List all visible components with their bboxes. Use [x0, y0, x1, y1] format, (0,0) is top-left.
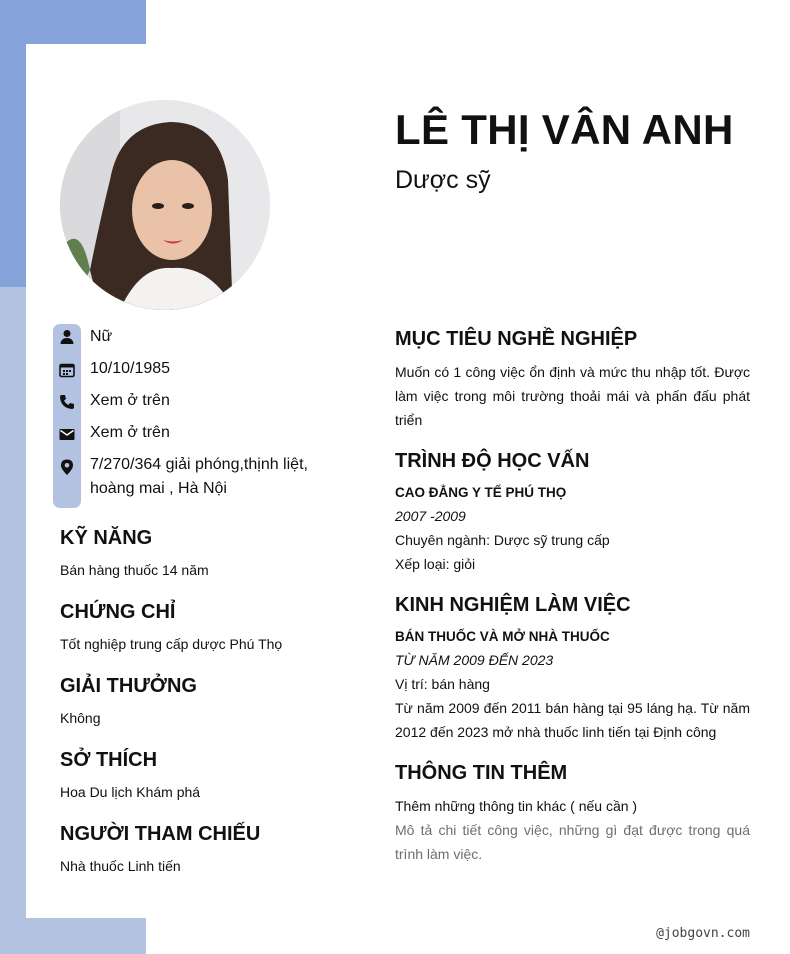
additional-heading: THÔNG TIN THÊM — [395, 762, 568, 784]
education-school: CAO ĐẲNG Y TẾ PHÚ THỌ — [395, 485, 567, 500]
contact-icon-rail — [53, 324, 81, 508]
candidate-name: LÊ THỊ VÂN ANH — [395, 106, 734, 153]
experience-description: Từ năm 2009 đến 2011 bán hàng tại 95 láng hạ. Từ năm 2012 đến 2023 mở nhà thuốc linh tiến tại Định công — [395, 700, 750, 740]
skills-text: Bán hàng thuốc 14 năm — [60, 562, 209, 578]
awards-text: Không — [60, 710, 101, 726]
email-icon — [58, 425, 76, 443]
experience-company: BÁN THUỐC VÀ MỞ NHÀ THUỐC — [395, 629, 610, 644]
contact-address: 7/270/364 giải phóng,thịnh liệt, hoàng mai , Hà Nội — [90, 456, 308, 497]
hobbies-text: Hoa Du lịch Khám phá — [60, 784, 201, 800]
education-grade: Xếp loại: giỏi — [395, 556, 476, 572]
calendar-icon — [58, 361, 76, 379]
skills-heading: KỸ NĂNG — [60, 527, 153, 549]
profile-photo — [60, 100, 270, 310]
location-icon — [58, 458, 76, 476]
additional-line-1: Thêm những thông tin khác ( nếu cần ) — [395, 798, 638, 814]
education-heading: TRÌNH ĐỘ HỌC VẤN — [395, 450, 590, 472]
experience-period: TỪ NĂM 2009 ĐẾN 2023 — [395, 652, 554, 668]
contact-email: Xem ở trên — [90, 424, 170, 441]
contact-birthdate: 10/10/1985 — [90, 360, 171, 377]
additional-line-2: Mô tả chi tiết công việc, những gì đạt được trong quá trình làm việc. — [395, 822, 750, 862]
job-title: Dược sỹ — [395, 166, 491, 194]
contact-phone: Xem ở trên — [90, 392, 170, 409]
education-period: 2007 -2009 — [395, 508, 466, 524]
contact-gender: Nữ — [90, 328, 113, 345]
objective-heading: MỤC TIÊU NGHỀ NGHIỆP — [395, 328, 638, 350]
hobbies-heading: SỞ THÍCH — [60, 749, 158, 771]
objective-text: Muốn có 1 công việc ổn định và mức thu nhập tốt. Được làm việc trong môi trường thoải mái và phấn đấu phát triển — [395, 364, 750, 428]
footer-watermark: @jobgovn.com — [656, 926, 750, 941]
experience-position: Vị trí: bán hàng — [395, 676, 490, 692]
phone-icon — [58, 393, 76, 411]
references-heading: NGƯỜI THAM CHIẾU — [60, 823, 261, 845]
awards-heading: GIẢI THƯỞNG — [60, 675, 197, 697]
person-icon — [58, 328, 76, 346]
certificates-heading: CHỨNG CHỈ — [60, 601, 176, 623]
education-major: Chuyên ngành: Dược sỹ trung cấp — [395, 532, 610, 548]
certificates-text: Tốt nghiệp trung cấp dược Phú Thọ — [60, 636, 283, 652]
experience-heading: KINH NGHIỆM LÀM VIỆC — [395, 594, 631, 616]
references-text: Nhà thuốc Linh tiến — [60, 858, 181, 874]
